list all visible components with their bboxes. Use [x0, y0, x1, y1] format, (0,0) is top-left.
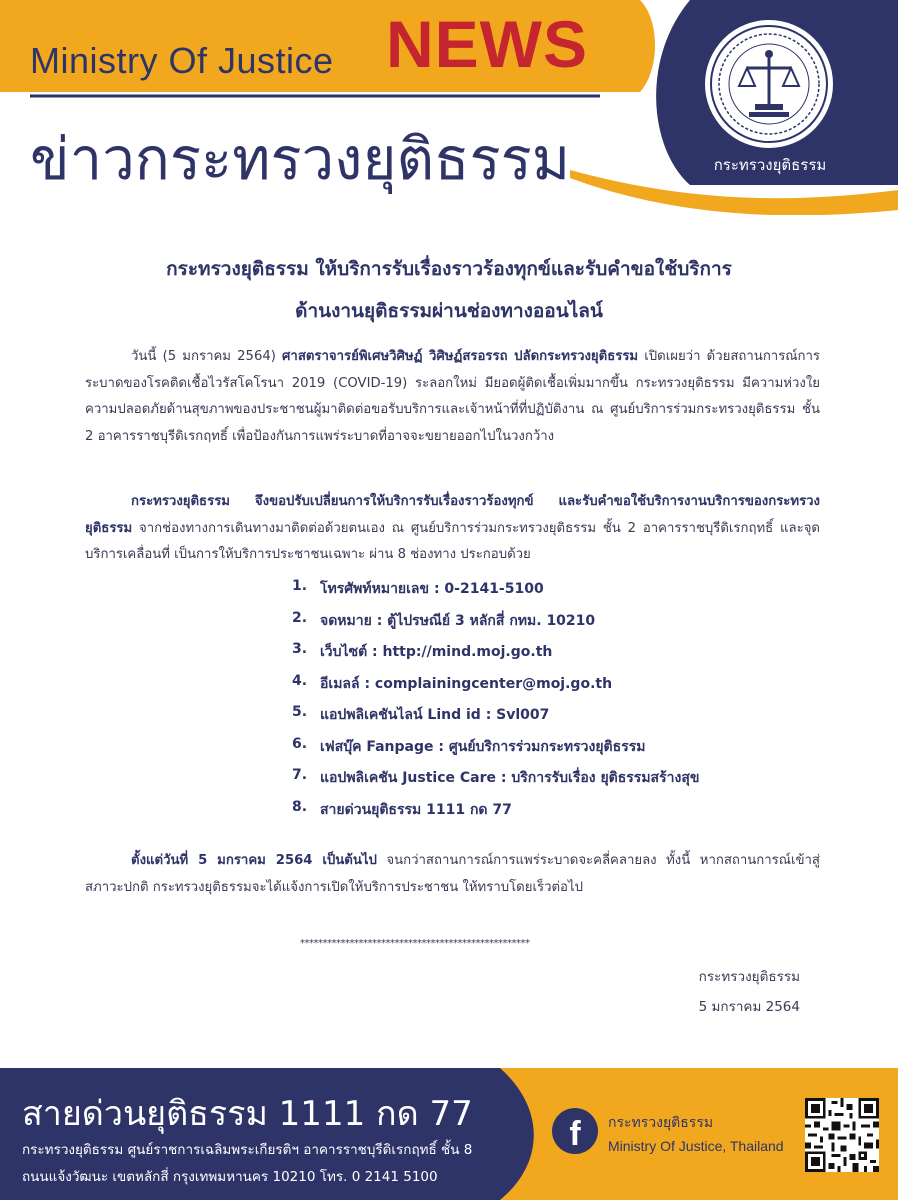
list-item-text: แอปพลิเคชันไลน์ Lind id : Svl007 — [320, 707, 550, 723]
list-item-number: 2. — [292, 609, 308, 626]
paragraph-service-change — [85, 489, 820, 569]
list-item — [292, 641, 812, 673]
intro-official-name: ศาสตราจารย์พิเศษวิศิษฏ์ วิศิษฏ์สรอรรถ ปลัดกระทรวงยุติธรรม — [282, 349, 639, 364]
list-item-number: 8. — [292, 798, 308, 815]
facebook-page-name-thai[interactable]: กระทรวงยุติธรรม — [608, 1115, 714, 1131]
intro-lead: วันนี้ (5 มกราคม 2564) — [131, 349, 283, 364]
list-item-text: อีเมลล์ : complainingcenter@moj.go.th — [320, 675, 613, 692]
title-ministry-of-justice: Ministry Of Justice — [30, 40, 334, 81]
signature-date: 5 มกราคม 2564 — [698, 999, 800, 1015]
effective-date-rest: จนกว่าสถานการณ์การแพร่ระบาดจะคลี่คลายลง ทั้งนี้ หากสถานการณ์เข้าสู่สภาวะปกติ กระทรวงยุติธรรมจะได้แจ้งการเปิดให้บริการประชาชน ให้ทราบโดยเร็วต่อไป — [85, 853, 820, 895]
list-item-number: 1. — [292, 578, 308, 594]
footer-address-line-1: กระทรวงยุติธรรม ศูนย์ราชการเฉลิมพระเกียรติฯ อาคารราชบุรีดิเรกฤทธิ์ ชั้น 8 — [22, 1142, 473, 1158]
intro-rest: เปิดเผยว่า ด้วยสถานการณ์การระบาดของโรคติดเชื้อไวรัสโคโรนา 2019 (COVID-19) ระลอกใหม่ มียอดผู้ติดเชื้อเพิ่มมากขึ้น กระทรวงยุติธรรม มีความห่วงใยความปลอดภัยด้านสุขภาพของประชาชนผู้มาติดต่อขอรับบริการและเจ้าหน้าที่ที่ปฏิบัติงาน ณ ศูนย์บริการร่วมกระทรวงยุติธรรม ชั้น 2 อาคารราชบุรีดิเรกฤทธิ์ เพื่อป้องกันการแพร่ระบาดที่อาจจะขยายออกไปในวงกว้าง — [85, 349, 820, 444]
headline-line-2: ด้านงานยุติธรรมผ่านช่องทางออนไลน์ — [295, 300, 603, 322]
signature-organization: กระทรวงยุติธรรม — [698, 969, 800, 985]
list-item — [292, 704, 812, 736]
footer-address-line-2: ถนนแจ้งวัฒนะ เขตหลักสี่ กรุงเทพมหานคร 10210 โทร. 0 2141 5100 — [22, 1169, 438, 1185]
list-item — [292, 578, 812, 610]
facebook-page-name-english[interactable]: Ministry Of Justice, Thailand — [608, 1138, 784, 1154]
divider-stars: *************************************************** — [300, 938, 530, 949]
list-item — [292, 610, 812, 642]
ministry-seal-icon — [703, 18, 835, 150]
seal-caption: กระทรวงยุติธรรม — [713, 156, 827, 174]
list-item-text: เว็บไซต์ : http://mind.moj.go.th — [320, 644, 553, 660]
header-banner — [0, 0, 898, 215]
paragraph-effective-date — [85, 848, 820, 901]
list-item-text: จดหมาย : ตู้ไปรษณีย์ 3 หลักสี่ กทม. 10210 — [320, 612, 596, 629]
facebook-icon[interactable]: f — [552, 1108, 598, 1154]
list-item-text: สายด่วนยุติธรรม 1111 กด 77 — [320, 801, 512, 818]
list-item-number: 7. — [292, 767, 308, 783]
list-item-number: 3. — [292, 641, 308, 657]
list-item-text: โทรศัพท์หมายเลข : 0-2141-5100 — [320, 581, 544, 597]
service-change-bold: กระทรวงยุติธรรม จึงขอปรับเปลี่ยนการให้บริการรับเรื่องราวร้องทุกข์ และรับคำขอใช้บริการงานบริการของกระทรวงยุติธรรม — [85, 494, 820, 536]
effective-date-bold: ตั้งแต่วันที่ 5 มกราคม 2564 เป็นต้นไป — [131, 853, 377, 868]
list-item — [292, 799, 812, 831]
list-item-number: 5. — [292, 704, 308, 720]
list-item-text: เฟสบุ๊ค Fanpage : ศูนย์บริการร่วมกระทรวงยุติธรรม — [320, 738, 646, 755]
list-item — [292, 767, 812, 799]
service-change-rest: จากช่องทางการเดินทางมาติดต่อด้วยตนเอง ณ ศูนย์บริการร่วมกระทรวงยุติธรรม ชั้น 2 อาคารราชบุรีดิเรกฤทธิ์ และจุดบริการเคลื่อนที่ เป็นการให้บริการประชาชนเฉพาะ ผ่าน 8 ช่องทาง ประกอบด้วย — [85, 520, 820, 562]
qr-code-icon[interactable] — [805, 1098, 879, 1172]
headline — [40, 248, 858, 332]
list-item — [292, 736, 812, 768]
list-item — [292, 673, 812, 705]
channel-list — [292, 578, 812, 830]
list-item-text: แอปพลิเคชัน Justice Care : บริการรับเรื่อง ยุติธรรมสร้างสุข — [320, 770, 700, 786]
list-item-number: 6. — [292, 735, 308, 752]
footer-hotline: สายด่วนยุติธรรม 1111 กด 77 — [22, 1094, 473, 1134]
title-news: NEWS — [386, 7, 588, 81]
footer-banner — [0, 1068, 898, 1200]
headline-line-1: กระทรวงยุติธรรม ให้บริการรับเรื่องราวร้องทุกข์และรับคำขอใช้บริการ — [166, 258, 732, 280]
list-item-number: 4. — [292, 672, 308, 689]
paragraph-intro — [85, 344, 820, 450]
title-thai: ข่าวกระทรวงยุติธรรม — [30, 125, 571, 193]
